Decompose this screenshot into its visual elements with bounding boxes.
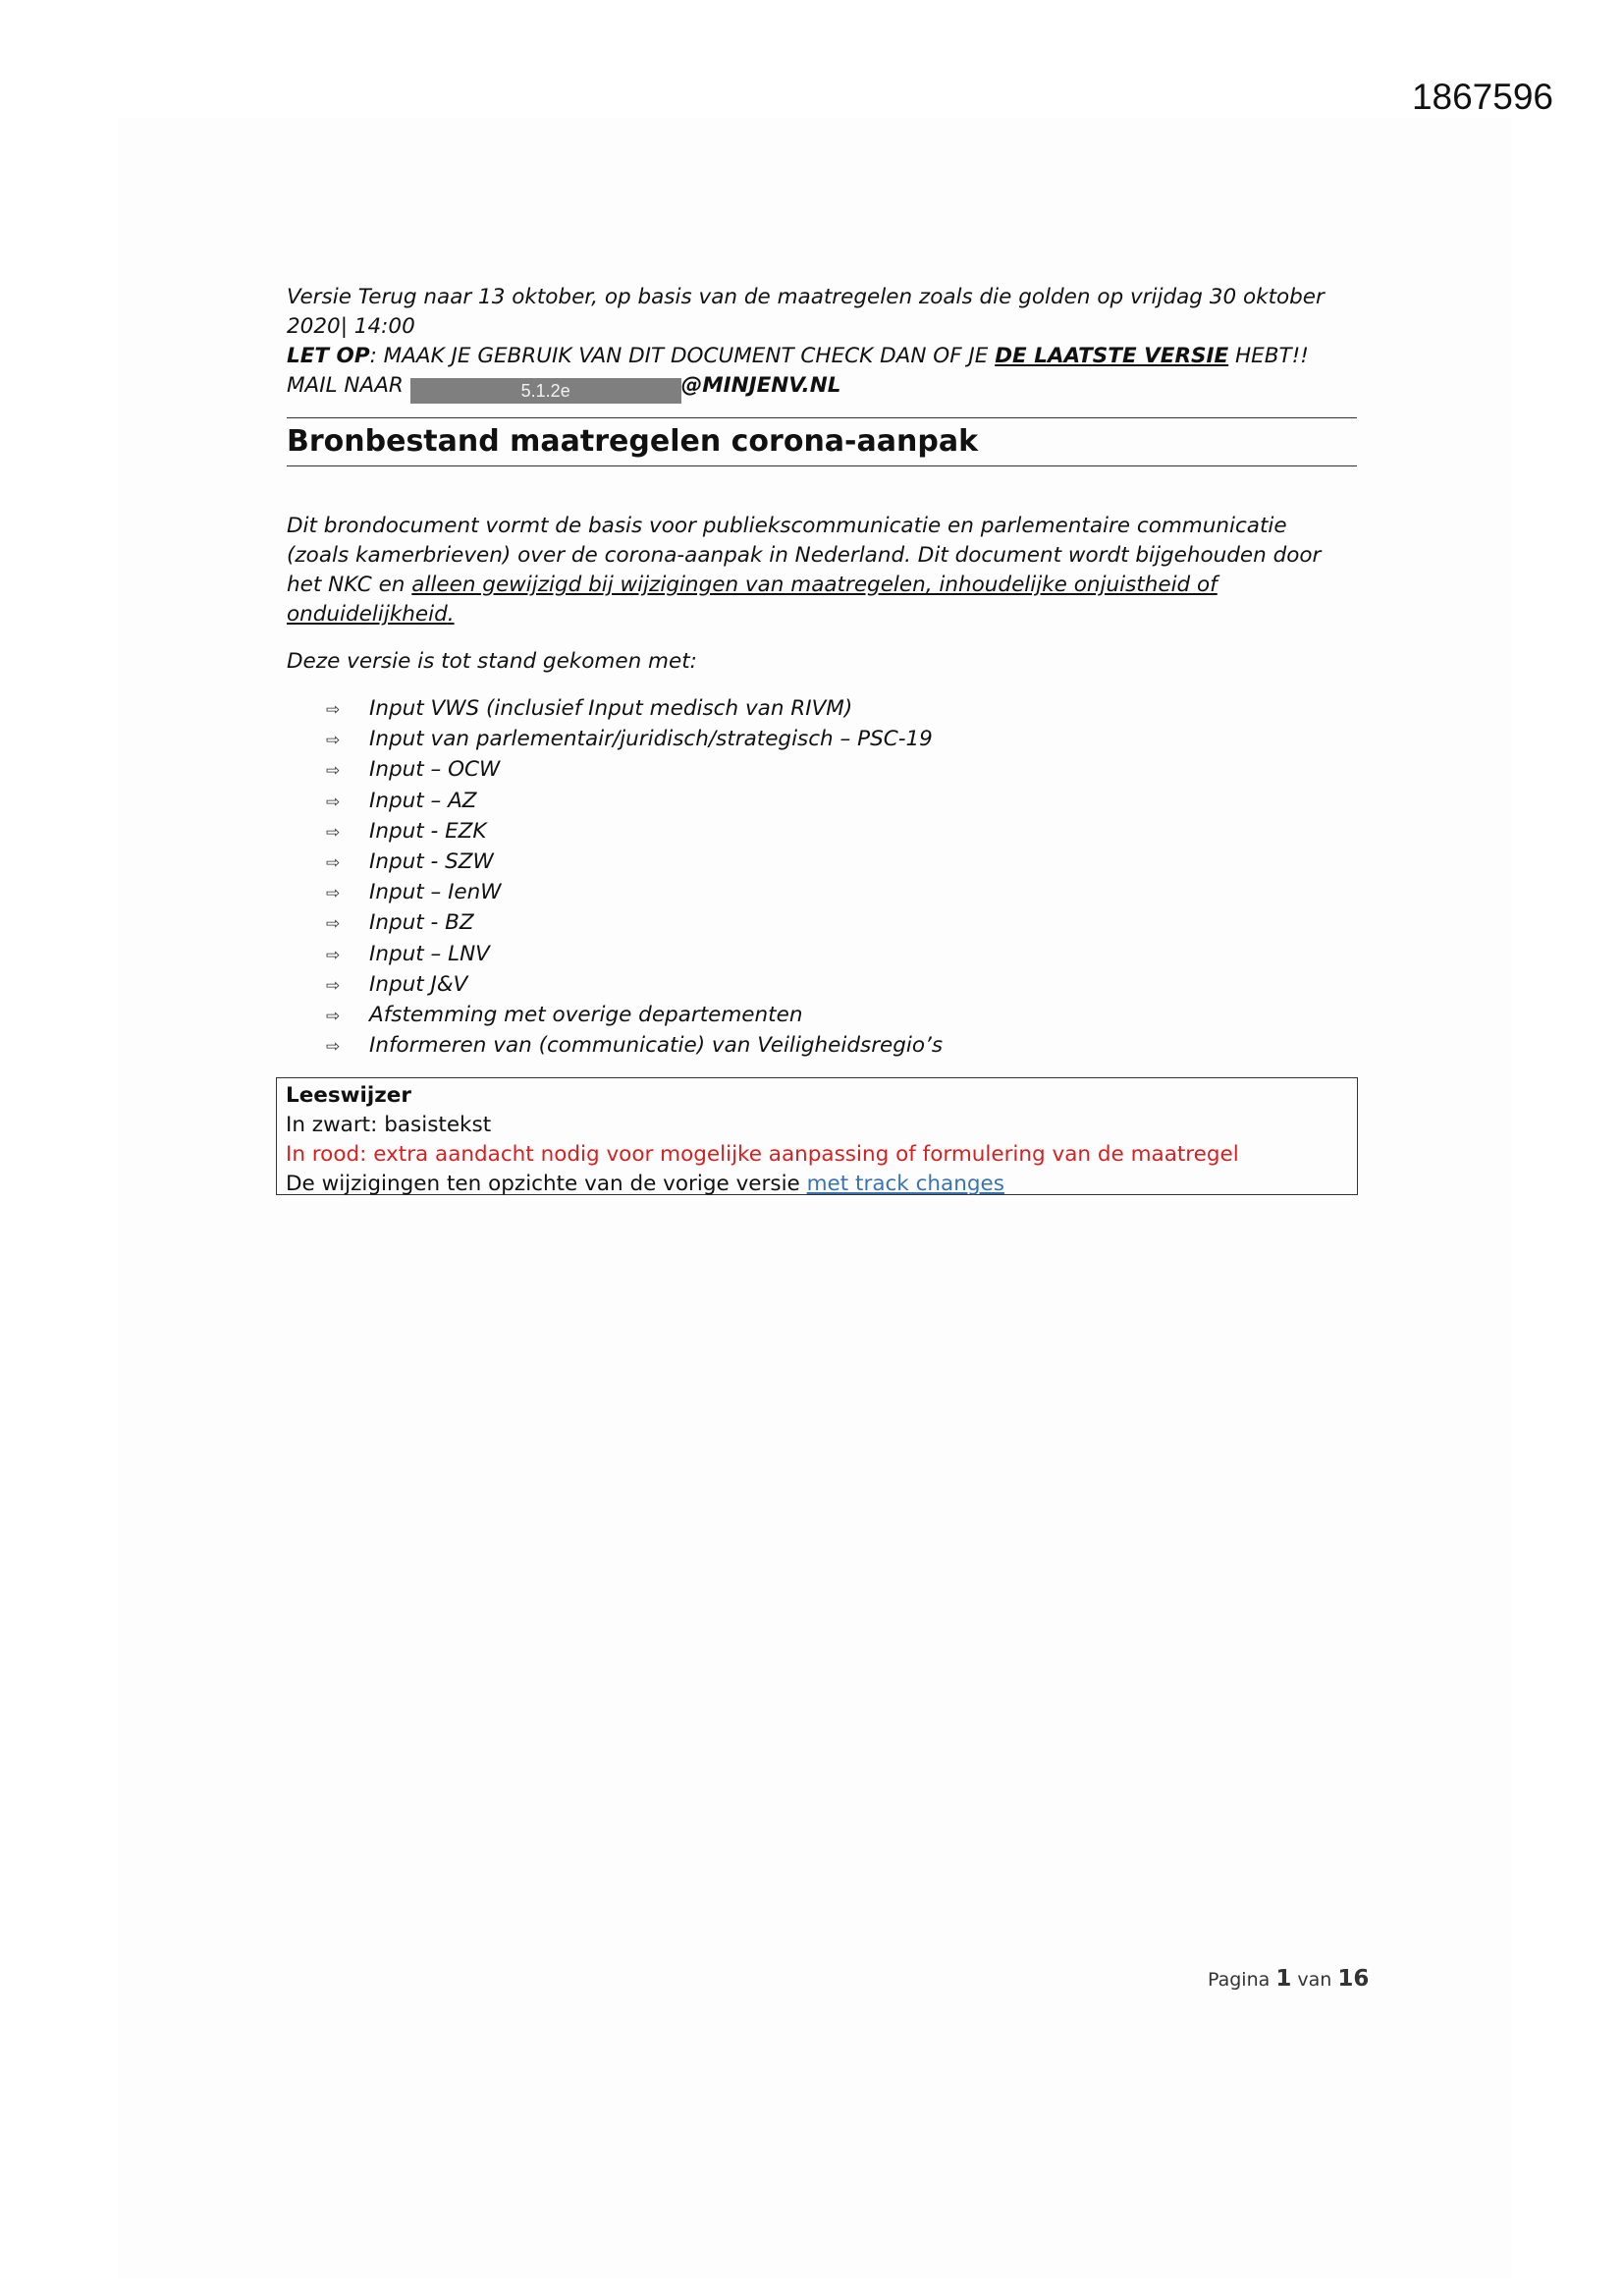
- list-item-text: Input – LNV: [369, 941, 490, 966]
- list-item-text: Input VWS (inclusief Input medisch van RIVM): [369, 696, 853, 721]
- list-item: [326, 787, 1357, 817]
- arrow-icon: ⇨: [326, 731, 341, 751]
- list-item: [326, 970, 1357, 1001]
- arrow-icon: ⇨: [326, 700, 341, 720]
- sources-list: [326, 694, 1357, 1062]
- list-item: [326, 847, 1357, 878]
- intro-line: [287, 571, 1357, 600]
- version-line: [287, 283, 1357, 312]
- redaction-bar: 5.1.2e: [410, 378, 681, 404]
- reading-guide-changes: [286, 1170, 1348, 1199]
- arrow-icon: ⇨: [326, 761, 341, 782]
- arrow-icon: ⇨: [326, 853, 341, 874]
- list-item-text: Input van parlementair/juridisch/strategisch – PSC-19: [369, 727, 933, 752]
- arrow-icon: ⇨: [326, 945, 341, 965]
- notice-line: [287, 342, 1357, 371]
- list-item-text: Input - EZK: [369, 818, 487, 844]
- list-item: [326, 1001, 1357, 1031]
- intro-underlined-text: onduidelijkheid: [287, 602, 448, 627]
- arrow-icon: ⇨: [326, 975, 341, 996]
- notice-end: HEBT!!: [1228, 344, 1309, 368]
- reading-guide-title: Leeswijzer: [286, 1083, 411, 1108]
- intro-text: .: [447, 602, 455, 627]
- list-item: [326, 817, 1357, 847]
- version-text-2: 2020| 14:00: [287, 314, 415, 339]
- list-item-text: Input J&V: [369, 971, 468, 997]
- sources-intro: Deze versie is tot stand gekomen met:: [287, 649, 697, 674]
- list-item: [326, 694, 1357, 725]
- page-number: 1: [1275, 1966, 1292, 1992]
- mail-line: [287, 371, 1357, 404]
- reading-guide-box: [276, 1077, 1358, 1195]
- intro-line: [287, 600, 1357, 629]
- document-body: [287, 283, 1357, 1062]
- notice-emphasis: DE LAATSTE VERSIE: [995, 344, 1229, 368]
- version-date-line: [287, 312, 1357, 342]
- list-item: [326, 878, 1357, 908]
- page-title: Bronbestand maatregelen corona-aanpak: [287, 424, 979, 459]
- mail-prefix: MAIL NAAR: [287, 373, 410, 398]
- version-text-1: Versie Terug naar 13 oktober, op basis van de maatregelen zoals die golden op vrijdag 30 oktober: [287, 285, 1325, 309]
- list-item: [326, 1031, 1357, 1062]
- list-item: [326, 755, 1357, 786]
- arrow-icon: ⇨: [326, 822, 341, 843]
- notice-label: LET OP: [287, 344, 370, 368]
- arrow-icon: ⇨: [326, 1037, 341, 1058]
- list-item-text: Informeren van (communicatie) van Veiligheidsregio’s: [369, 1033, 944, 1059]
- reading-guide-red: In rood: extra aandacht nodig voor mogelijke aanpassing of formulering van de maatregel: [286, 1142, 1239, 1167]
- of-label: van: [1291, 1969, 1338, 1991]
- list-item-text: Input – OCW: [369, 757, 501, 783]
- total-pages: 16: [1337, 1966, 1370, 1992]
- list-item-text: Input - BZ: [369, 910, 474, 936]
- document-id: 1867596: [1411, 77, 1553, 117]
- arrow-icon: ⇨: [326, 914, 341, 935]
- list-item: [326, 940, 1357, 970]
- notice-text: : MAAK JE GEBRUIK VAN DIT DOCUMENT CHECK DAN OF JE: [369, 344, 996, 368]
- arrow-icon: ⇨: [326, 792, 341, 812]
- intro-paragraph: [287, 512, 1357, 629]
- list-item-text: Input – IenW: [369, 880, 502, 905]
- page-footer: [1208, 1966, 1369, 1992]
- intro-text: het NKC en: [287, 573, 412, 597]
- changes-text: De wijzigingen ten opzichte van de vorige versie: [286, 1172, 807, 1196]
- mail-domain: @MINJENV.NL: [680, 373, 841, 398]
- list-item-text: Afstemming met overige departementen: [369, 1003, 803, 1028]
- page-label: Pagina: [1208, 1969, 1276, 1991]
- list-item-text: Input - SZW: [369, 849, 494, 875]
- arrow-icon: ⇨: [326, 1007, 341, 1027]
- intro-line: (zoals kamerbrieven) over de corona-aanpak in Nederland. Dit document wordt bijgehouden door: [287, 543, 1322, 568]
- list-item: [326, 725, 1357, 755]
- intro-line: Dit brondocument vormt de basis voor publiekscommunicatie en parlementaire communicatie: [287, 514, 1287, 538]
- intro-underlined-text: alleen gewijzigd bij wijzigingen van maatregelen, inhoudelijke onjuistheid of: [411, 573, 1218, 597]
- list-item: [326, 908, 1357, 939]
- reading-guide-black: In zwart: basistekst: [286, 1113, 492, 1137]
- arrow-icon: ⇨: [326, 884, 341, 904]
- track-changes-link[interactable]: met track changes: [806, 1172, 1004, 1196]
- list-item-text: Input – AZ: [369, 788, 477, 813]
